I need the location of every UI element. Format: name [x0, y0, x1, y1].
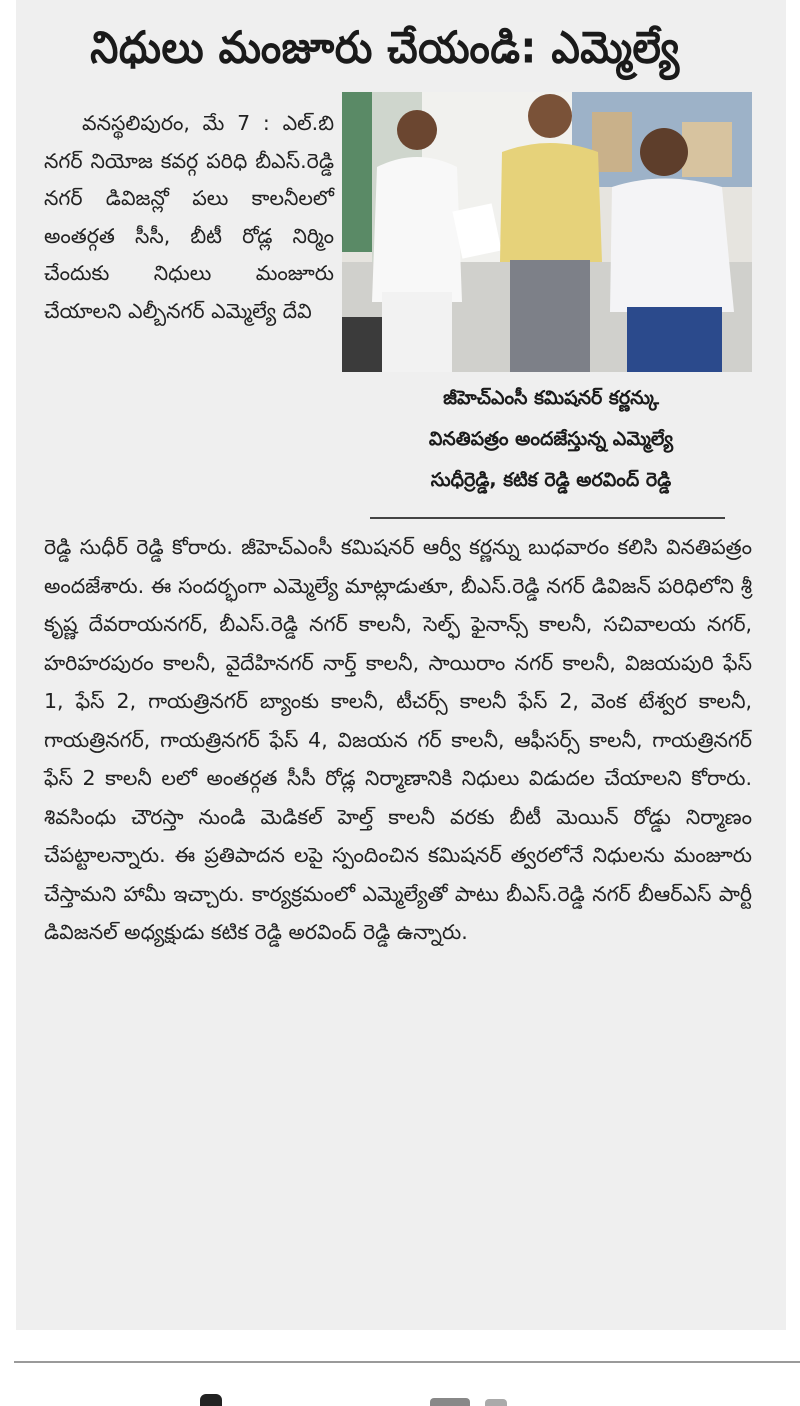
caption-line: సుధీర్రెడ్డి, కటిక రెడ్డి అరవింద్ రెడ్డి [430, 469, 672, 491]
photo-illustration [342, 92, 752, 372]
next-article-fragment [485, 1399, 507, 1406]
next-article-fragment [430, 1398, 470, 1406]
article-body: రెడ్డి సుధీర్ రెడ్డి కోరారు. జీహెచ్ఎంసీ కమిషనర్ ఆర్వీ కర్ణన్ను బుధవారం కలిసి వినతిపత్రం అందజేశారు. ఈ సందర్భంగా ఎమ్మెల్యే మాట్లాడుతూ, బీఎస్.రెడ్డి నగర్ డివిజన్ పరిధిలోని శ్రీ కృష్ణ దేవరాయనగర్, బీఎస్.రెడ్డి నగర్ కాలనీ, సెల్ఫ్ ఫైనాన్స్ కాలనీ, సచివాలయ నగర్, హరిహరపురం కాలనీ, వైదేహినగర్ నార్త్ కాలనీ, సాయిరాం నగర్ కాలనీ, విజయపురి ఫేస్ 1, ఫేస్ 2, గాయత్రినగర్ బ్యాంకు కాలనీ, టీచర్స్ కాలనీ ఫేస్ 2, వెంక టేశ్వర కాలనీ, గాయత్రినగర్, గాయత్రినగర్ ఫేస్ 4, విజయన గర్ కాలనీ, ఆఫీసర్స్ కాలనీ, గాయత్రినగర్ ఫేస్ 2 కాలనీ లలో అంతర్గత సీసీ రోడ్ల నిర్మాణానికి నిధులు విడుదల చేయాలని కోరారు. శివసింధు చౌరస్తా నుండి మెడికల్ హెల్త్ కాలనీ వరకు బీటీ మెయిన్ రోడ్డు నిర్మాణం చేపట్టాలన్నారు. ఈ ప్రతిపాదన లపై స్పందించిన కమిషనర్ త్వరలోనే నిధులను మంజూరు చేస్తామని హామీ ఇచ్చారు. కార్యక్రమంలో ఎమ్మెల్యేతో పాటు బీఎస్.రెడ్డి నగర్ బీఆర్ఎస్ పార్టీ డివిజనల్ అధ్యక్షుడు కటిక రెడ్డి అరవింద్ రెడ్డి ఉన్నారు. [44, 535, 752, 944]
lead-text: వనస్థలిపురం, మే 7 : ఎల్.బి నగర్ నియోజ కవర్గ పరిధి బీఎస్.రెడ్డి నగర్ డివిజన్లో పలు కాలనీలలో అంతర్గత సీసీ, బీటీ రోడ్ల నిర్మిం చేందుకు నిధులు మంజూరు చేయాలని ఎల్బీనగర్ ఎమ్మెల్యే దేవి [44, 111, 334, 323]
caption-line: జీహెచ్ఎంసీ కమిషనర్ కర్ణన్కు [443, 387, 659, 409]
article-photo [342, 92, 752, 372]
next-article-fragment [200, 1394, 222, 1406]
photo-caption [356, 378, 746, 501]
article-headline: నిధులు మంజూరు చేయండి: ఎమ్మెల్యే [90, 22, 680, 74]
page-divider [14, 1361, 800, 1363]
caption-line: వినతిపత్రం అందజేస్తున్న ఎమ్మెల్యే [428, 428, 674, 450]
caption-divider [370, 517, 725, 519]
article-lead-paragraph [44, 105, 334, 331]
